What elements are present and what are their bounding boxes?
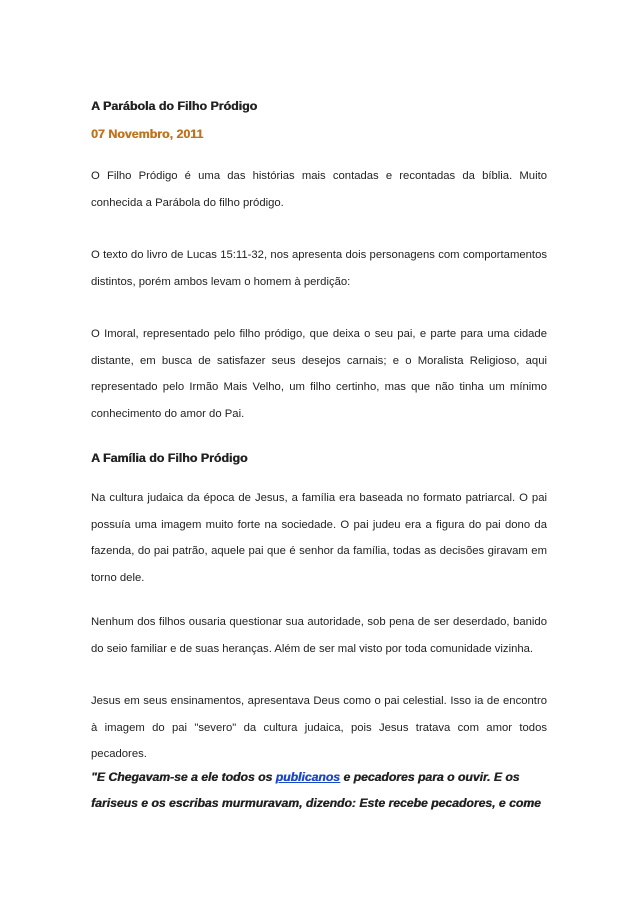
quote-text-end: e pecadores para o ouvir. E os fariseus e os escribas murmuravam, dizendo: Este recebe pecadores, e come bbox=[91, 770, 541, 810]
paragraph-jesus: Jesus em seus ensinamentos, apresentava Deus como o pai celestial. Isso ia de encontro à imagem do pai "severo" da cultura judaica, pois Jesus tratava com amor todos pecadores. bbox=[91, 695, 547, 760]
quote-text-start: "E Chegavam-se a ele todos os bbox=[91, 770, 276, 784]
paragraph-imoral: O Imoral, representado pelo filho pródigo, que deixa o seu pai, e parte para uma cidade distante, em busca de satisfazer seus desejos carnais; e o Moralista Religioso, aqui representado pelo Irmão Mais Velho, um filho certinho, mas que não tinha um mínimo conhecimento do amor do Pai. bbox=[91, 328, 547, 420]
paragraph-filhos: Nenhum dos filhos ousaria questionar sua autoridade, sob pena de ser deserdado, banido do seio familiar e de suas heranças. Além de ser mal visto por toda comunidade vizinha. bbox=[91, 616, 547, 655]
paragraph-intro: O Filho Pródigo é uma das histórias mais contadas e recontadas da bíblia. Muito conhecida a Parábola do filho pródigo. bbox=[91, 170, 547, 209]
publicanos-link[interactable]: publicanos bbox=[275, 770, 340, 784]
section-heading: A Família do Filho Pródigo bbox=[91, 451, 248, 465]
paragraph-lucas: O texto do livro de Lucas 15:11-32, nos apresenta dois personagens com comportamentos distintos, porém ambos levam o homem à perdição: bbox=[91, 249, 547, 288]
bible-quote bbox=[91, 764, 547, 816]
article-date: 07 Novembro, 2011 bbox=[91, 127, 204, 141]
paragraph-cultura: Na cultura judaica da época de Jesus, a família era baseada no formato patriarcal. O pai possuía uma imagem muito forte na sociedade. O pai judeu era a figura do pai dono da fazenda, do pai patrão, aquele pai que é senhor da família, todas as decisões giravam em torno dele. bbox=[91, 492, 547, 584]
article-title: A Parábola do Filho Pródigo bbox=[91, 99, 258, 113]
